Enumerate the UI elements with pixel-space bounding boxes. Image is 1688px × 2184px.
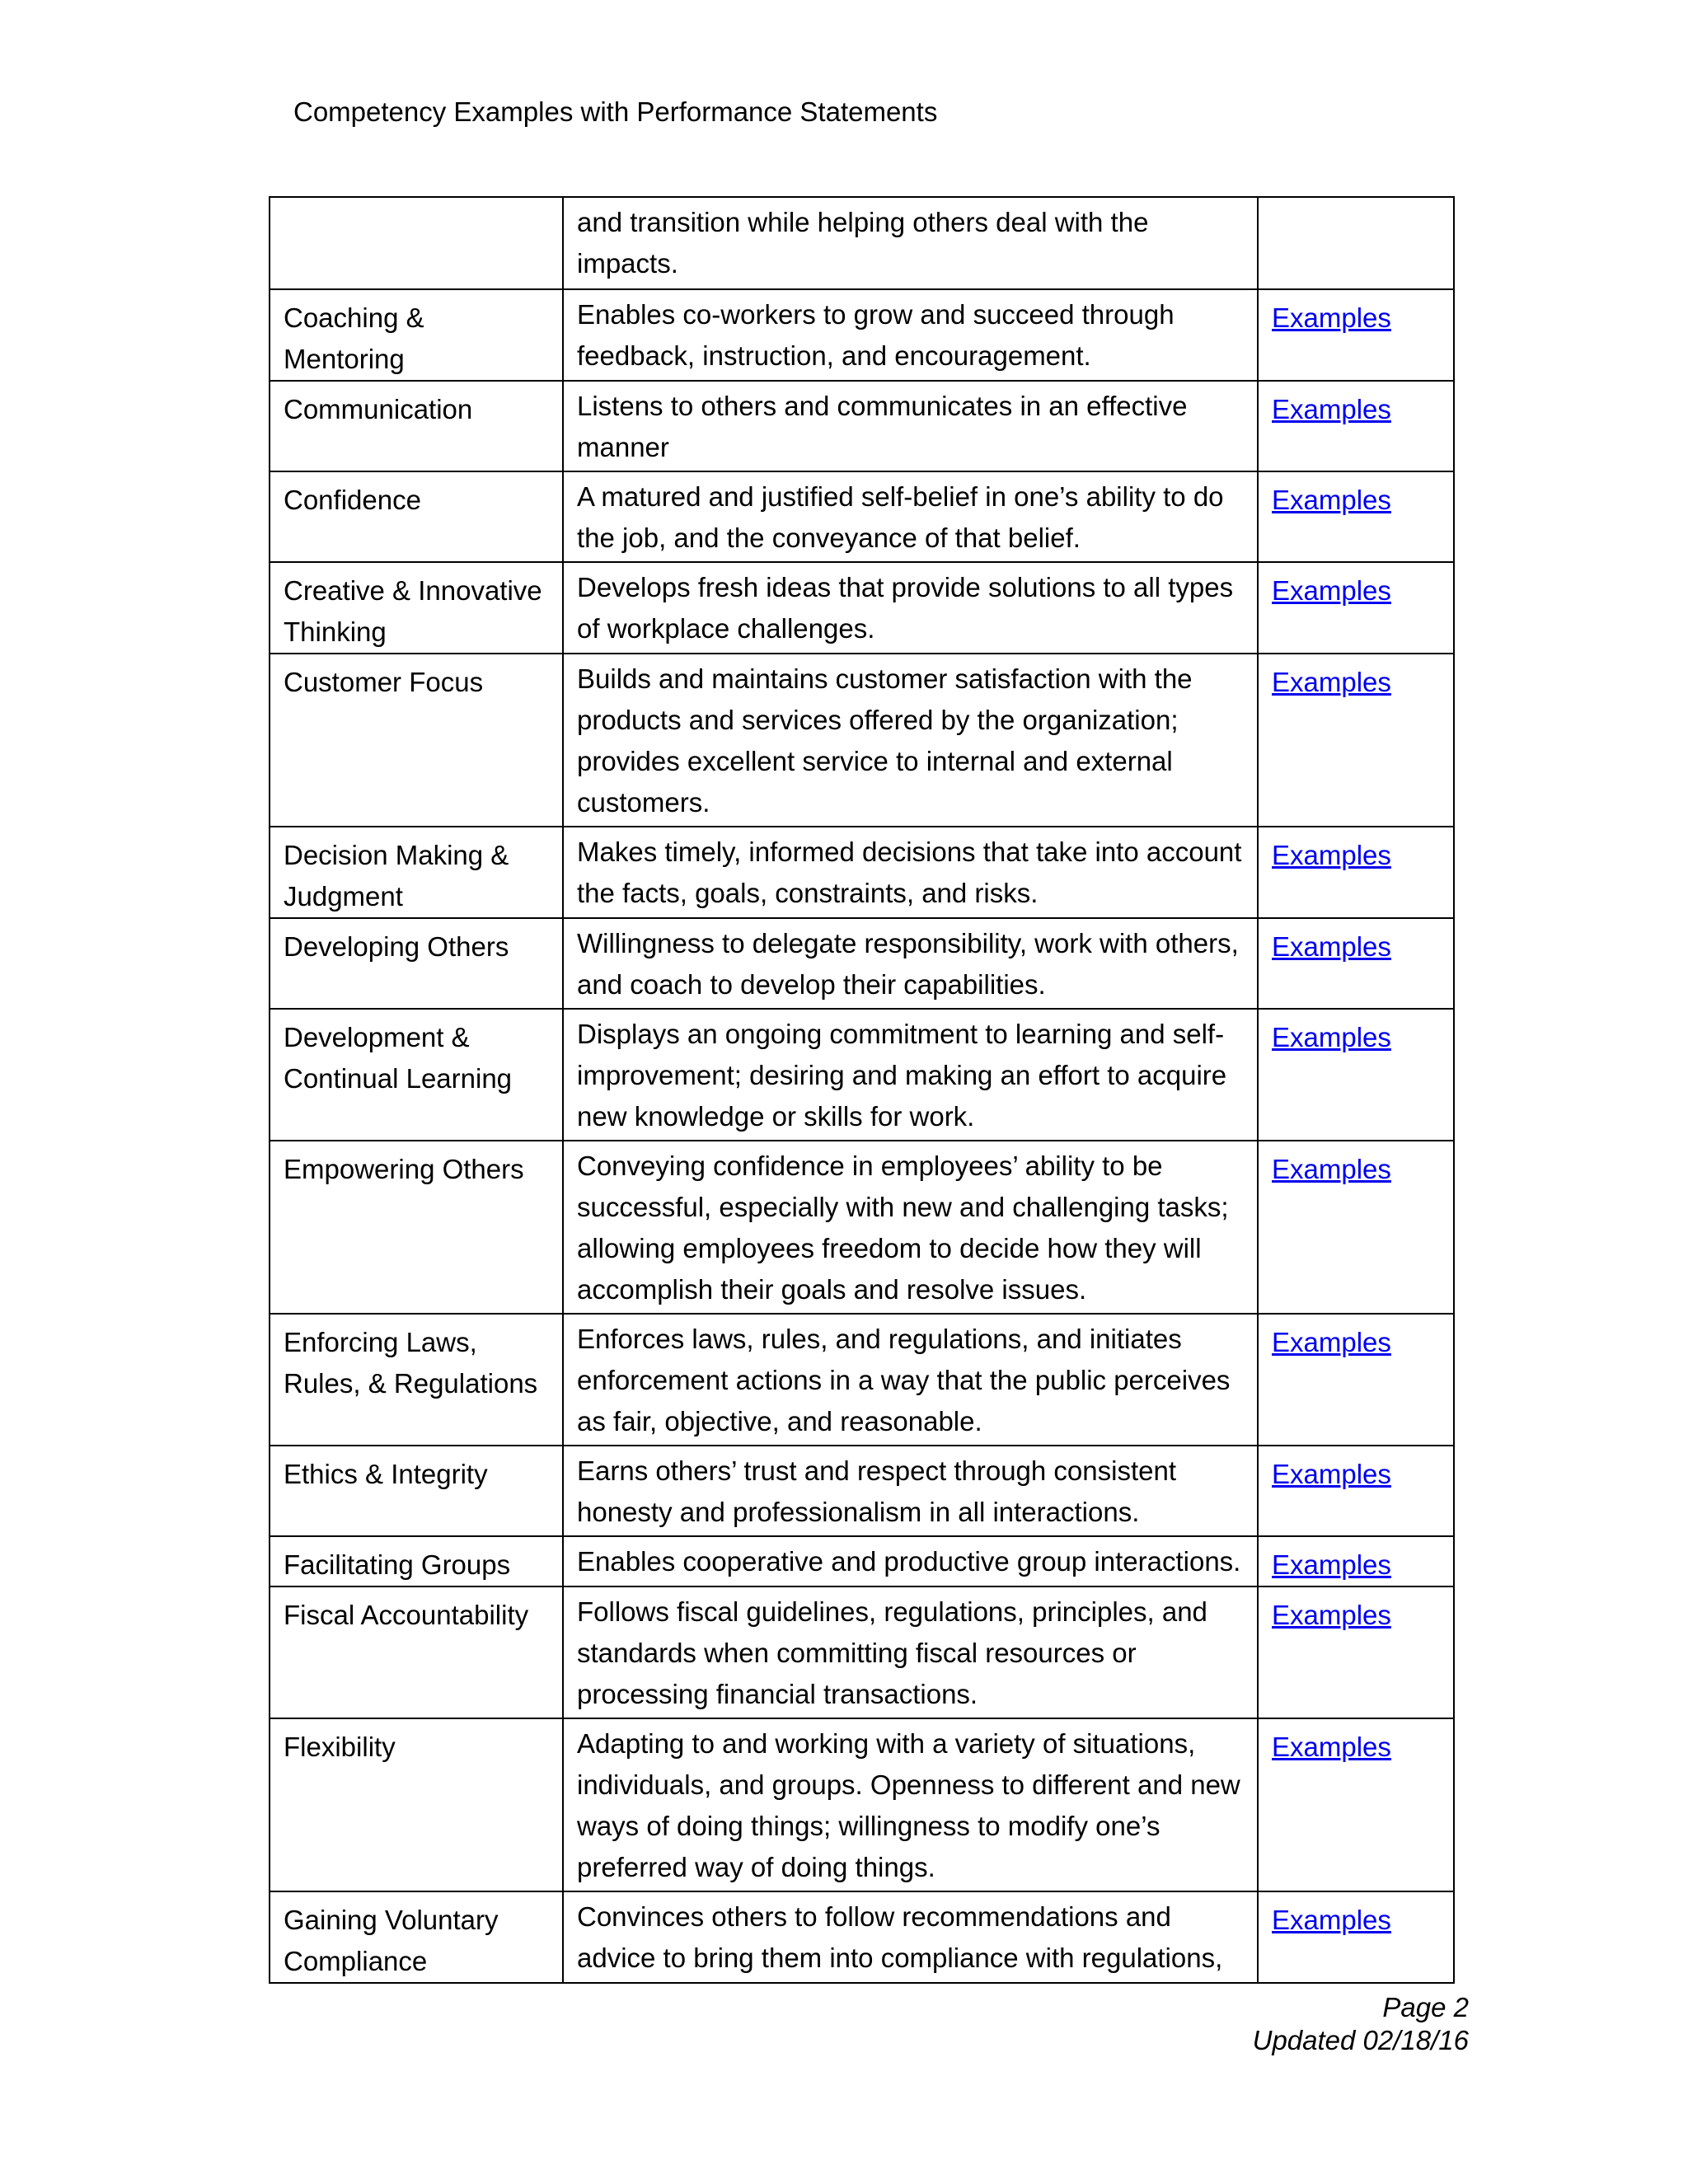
competency-name: Confidence: [284, 485, 421, 515]
competency-name-cell: [270, 1141, 563, 1314]
table-row: [270, 381, 1454, 471]
competency-description: Convinces others to follow recommendations and advice to bring them into compliance with regulations,: [577, 1901, 1223, 1973]
competency-description-cell: [563, 1141, 1258, 1314]
competency-description-cell: [563, 1586, 1258, 1718]
competency-description-cell: [563, 1718, 1258, 1891]
competency-description-cell: [563, 918, 1258, 1009]
examples-cell: [1258, 1314, 1454, 1446]
examples-link[interactable]: Examples: [1272, 667, 1391, 697]
examples-cell: [1258, 381, 1454, 471]
table-row: [270, 827, 1454, 918]
competency-description-cell: [563, 1446, 1258, 1536]
competency-name-cell: [270, 471, 563, 562]
competency-name: Customer Focus: [284, 667, 484, 697]
table-row: [270, 1718, 1454, 1891]
competency-description: Builds and maintains customer satisfaction with the products and services offered by the organization; provides excellent service to internal and external customers.: [577, 663, 1193, 818]
competency-name-cell: [270, 1718, 563, 1891]
examples-cell: [1258, 918, 1454, 1009]
competency-name-cell: [270, 289, 563, 381]
competency-name: Empowering Others: [284, 1154, 524, 1184]
competency-name-cell: [270, 1446, 563, 1536]
examples-link[interactable]: Examples: [1272, 1327, 1391, 1357]
competency-name: Gaining Voluntary Compliance: [284, 1905, 499, 1976]
examples-link[interactable]: Examples: [1272, 840, 1391, 870]
competency-description-cell: [563, 471, 1258, 562]
examples-link[interactable]: Examples: [1272, 575, 1391, 606]
table-row: [270, 1141, 1454, 1314]
competency-table: [269, 196, 1455, 1984]
examples-link[interactable]: Examples: [1272, 931, 1391, 962]
footer-page-number: Page 2: [1382, 1992, 1469, 2022]
competency-description: Enforces laws, rules, and regulations, and initiates enforcement actions in a way that the public perceives as fair, objective, and reasonable.: [577, 1324, 1231, 1436]
examples-cell: [1258, 1536, 1454, 1586]
competency-name: Developing Others: [284, 931, 509, 962]
examples-cell: [1258, 1141, 1454, 1314]
table-row: [270, 1009, 1454, 1141]
examples-link[interactable]: Examples: [1272, 302, 1391, 333]
competency-name: Coaching & Mentoring: [284, 302, 424, 374]
competency-name: Ethics & Integrity: [284, 1459, 488, 1489]
competency-name: Development & Continual Learning: [284, 1022, 513, 1094]
table-row: [270, 1314, 1454, 1446]
competency-name-cell: [270, 1009, 563, 1141]
competency-name: Decision Making & Judgment: [284, 840, 509, 912]
competency-description-cell: [563, 289, 1258, 381]
competency-description: Earns others’ trust and respect through consistent honesty and professionalism in all interactions.: [577, 1455, 1176, 1527]
examples-link[interactable]: Examples: [1272, 485, 1391, 515]
competency-description-cell: [563, 654, 1258, 827]
table-row: [270, 471, 1454, 562]
table-row: [270, 197, 1454, 289]
competency-name: Communication: [284, 394, 473, 424]
table-row: [270, 1891, 1454, 1983]
examples-cell: [1258, 1586, 1454, 1718]
page-header-title: Competency Examples with Performance Statements: [293, 96, 938, 127]
competency-description: Develops fresh ideas that provide solutions to all types of workplace challenges.: [577, 572, 1234, 644]
table-row: [270, 1446, 1454, 1536]
examples-cell: [1258, 289, 1454, 381]
competency-name-cell: [270, 918, 563, 1009]
competency-description-cell: [563, 197, 1258, 289]
competency-description-cell: [563, 1009, 1258, 1141]
competency-name: Fiscal Accountability: [284, 1600, 529, 1630]
competency-description: A matured and justified self-belief in one’s ability to do the job, and the conveyance of that belief.: [577, 481, 1224, 553]
examples-cell: [1258, 1891, 1454, 1983]
competency-description: Enables cooperative and productive group interactions.: [577, 1546, 1241, 1577]
table-row: [270, 654, 1454, 827]
competency-name-cell: [270, 1891, 563, 1983]
competency-name: Flexibility: [284, 1732, 396, 1762]
competency-name-cell: [270, 381, 563, 471]
competency-description: Conveying confidence in employees’ ability to be successful, especially with new and challenging tasks; allowing employees freedom to decide how they will accomplish their goals and resolve issues.: [577, 1151, 1229, 1305]
competency-name: Creative & Innovative Thinking: [284, 575, 542, 647]
competency-description-cell: [563, 381, 1258, 471]
competency-name-cell: [270, 1536, 563, 1586]
competency-description: Enables co-workers to grow and succeed through feedback, instruction, and encouragement.: [577, 299, 1175, 371]
competency-description: Listens to others and communicates in an effective manner: [577, 391, 1188, 462]
competency-description-cell: [563, 562, 1258, 654]
examples-cell: [1258, 471, 1454, 562]
competency-description: and transition while helping others deal with the impacts.: [577, 207, 1149, 279]
examples-cell: [1258, 562, 1454, 654]
examples-link[interactable]: Examples: [1272, 1549, 1391, 1580]
competency-description-cell: [563, 1536, 1258, 1586]
competency-description: Adapting to and working with a variety of situations, individuals, and groups. Openness to different and new ways of doing things; willingness to modify one’s preferred way of doing things.: [577, 1728, 1240, 1882]
examples-link[interactable]: Examples: [1272, 1600, 1391, 1630]
competency-description: Displays an ongoing commitment to learning and self-improvement; desiring and making an effort to acquire new knowledge or skills for work.: [577, 1019, 1227, 1132]
examples-cell: [1258, 1446, 1454, 1536]
table-row: [270, 289, 1454, 381]
competency-description-cell: [563, 1891, 1258, 1983]
examples-cell: [1258, 654, 1454, 827]
competency-name-cell: [270, 827, 563, 918]
table-row: [270, 1586, 1454, 1718]
competency-description-cell: [563, 1314, 1258, 1446]
examples-cell: [1258, 827, 1454, 918]
examples-link[interactable]: Examples: [1272, 1022, 1391, 1052]
competency-description-cell: [563, 827, 1258, 918]
examples-link[interactable]: Examples: [1272, 1732, 1391, 1762]
competency-description: Makes timely, informed decisions that take into account the facts, goals, constraints, and risks.: [577, 837, 1242, 908]
examples-cell: [1258, 197, 1454, 289]
competency-name: Enforcing Laws, Rules, & Regulations: [284, 1327, 538, 1399]
competency-name-cell: [270, 562, 563, 654]
examples-link[interactable]: Examples: [1272, 394, 1391, 424]
competency-name-cell: [270, 1586, 563, 1718]
examples-link[interactable]: Examples: [1272, 1905, 1391, 1935]
competency-description: Follows fiscal guidelines, regulations, principles, and standards when committing fiscal resources or processing financial transactions.: [577, 1596, 1207, 1709]
examples-link[interactable]: Examples: [1272, 1154, 1391, 1184]
examples-link[interactable]: Examples: [1272, 1459, 1391, 1489]
competency-name-cell: [270, 1314, 563, 1446]
table-row: [270, 918, 1454, 1009]
footer-updated-date: Updated 02/18/16: [1252, 2025, 1469, 2055]
competency-name: Facilitating Groups: [284, 1549, 511, 1580]
competency-name-cell: [270, 654, 563, 827]
table-row: [270, 1536, 1454, 1586]
table-row: [270, 562, 1454, 654]
examples-cell: [1258, 1718, 1454, 1891]
competency-description: Willingness to delegate responsibility, work with others, and coach to develop their capabilities.: [577, 928, 1239, 1000]
competency-name-cell: [270, 197, 563, 289]
examples-cell: [1258, 1009, 1454, 1141]
